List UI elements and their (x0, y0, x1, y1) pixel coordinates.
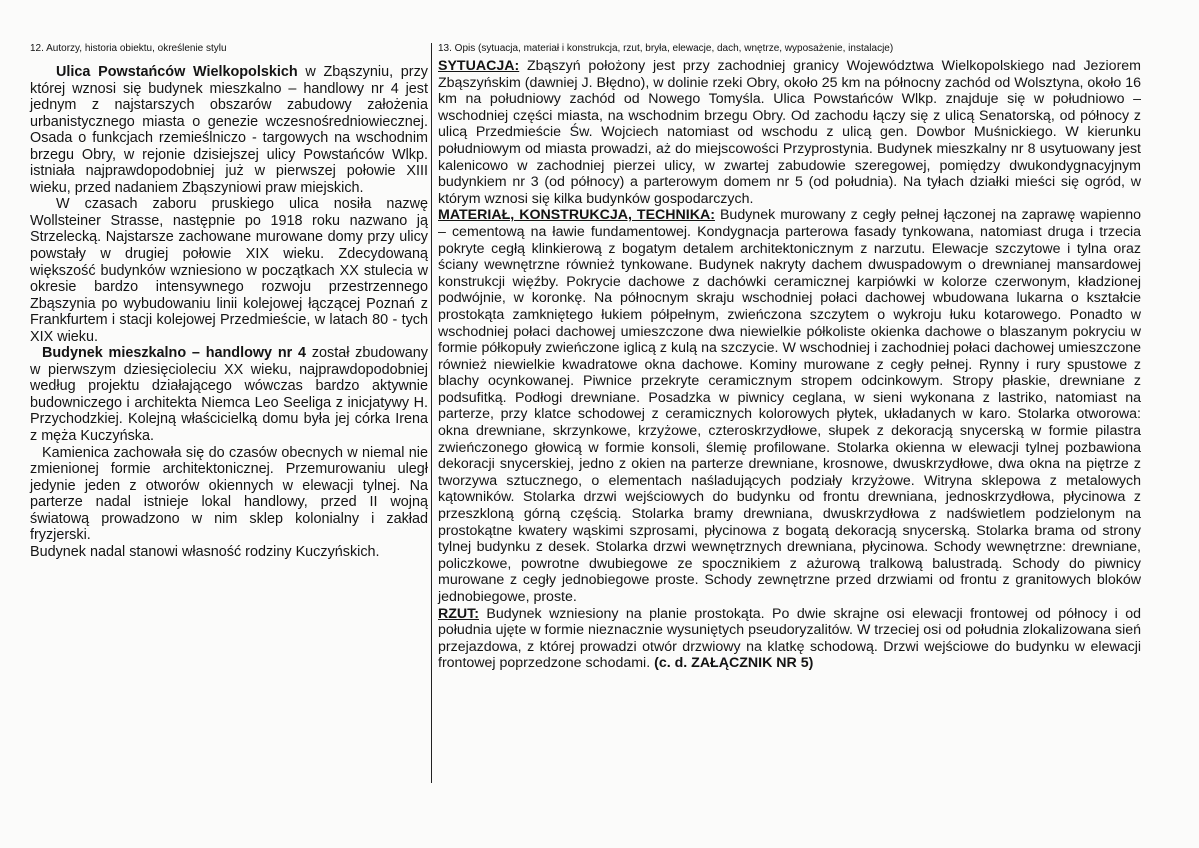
history-paragraph-1 (30, 64, 428, 196)
history-paragraph-4: Kamienica zachowała się do czasów obecnych w niemal nie zmienionej formie architektonicznej. Przemurowaniu uległ jedynie jeden z otworów okiennych w elewacji tylnej. Na parterze nadal istnieje lokal handlowy, przed II wojną światową prowadzono w nim sklep kolonialny i zakład fryzjerski. (30, 444, 428, 544)
description-column (438, 43, 1141, 672)
street-name: Ulica Powstańców Wielkopolskich (56, 64, 298, 80)
building-name: Budynek mieszkalno – handlowy nr 4 (42, 345, 307, 362)
history-paragraph-3-text: został zbudowany w pierwszym dziesięcioleciu XX wieku, najprawdopodobniej według projektu działającego wówczas bardzo aktywnie budowniczego i architekta Niemca Leo Seeliga z inicjatywy H. Przychodzkiej. Kolejną właścicielką domu była jej córka Irena z męża Kuczyńska. (30, 345, 428, 445)
column-divider (431, 43, 432, 783)
attachment-reference: (c. d. ZAŁĄCZNIK NR 5) (650, 655, 814, 672)
section-plan-label: RZUT: (438, 605, 479, 622)
history-paragraph-2: W czasach zaboru pruskiego ulica nosiła nazwę Wollsteiner Strasse, następnie po 1918 roku nazwano ją Strzelecką. Najstarsze zachowane murowane domy przy ulicy powstały w drugiej połowie XIX wieku. Zdecydowaną większość budynków wzniesiono w początkach XX stulecia w okresie bardzo intensywnego rozwoju przestrzennego Zbąszynia po wybudowaniu linii kolejowej łączącej Poznań z Frankfurtem i stacji kolejowej Przedmieście, w latach 80 - tych XIX wieku. (30, 196, 428, 345)
history-paragraph-5: Budynek nadal stanowi własność rodziny Kuczyńskich. (30, 543, 380, 560)
section-material-text: Budynek murowany z cegły pełnej łączonej na zaprawę wapienno – cementową na ławie fundamentowej. Kondygnacja parterowa fasady tynkowana, natomiast druga i trzecia pokryte cegłą klinkierową z bogatym detalem architektonicznym z narzutu. Elewacje szczytowe i tylna oraz ściany wewnętrzne również tynkowane. Budynek nakryty dachem dwuspadowym o drewnianej mansardowej konstrukcji więźby. Pokrycie dachowe z dachówki ceramicznej karpiówki w kolorze czerwonym, kładzionej podwójnie, w koronkę. Na północnym skraju wschodniej połaci dachowej wbudowana lukarna o kształcie prostokąta zamkniętego łukiem półpełnym, zwieńczona szczytem o wykroju łuku kotarowego. Ponadto w wschodniej połaci dachowej umieszczone dwa niewielkie półkoliste okienka dachowe o blaszanym pokryciu w formie półkopuły zwieńczone iglicą z kulą na szczycie. W wschodniej i zachodniej połaci dachowej umieszczone również niewielkie kwadratowe okna dachowe. Kominy murowane z cegły pełnej. Rynny i rury spustowe z blachy ocynkowanej. Piwnice przekryte ceramicznym stropem odcinkowym. Stropy płaskie, drewniane z podsufitką. Podłogi drewniane. Posadzka w piwnicy ceglana, w sieni wykonana z lastriko, natomiast na parterze, przy klatce schodowej z ceramicznych kolorowych płytek, układanych w karo. Stolarka otworowa: okna drewniane, skrzynkowe, krzyżowe, czteroskrzydłowe, słupek z dekoracją snycerską w formie pilastra zwieńczonego głowicą w formie konsoli, ślemię profilowane. Stolarka okienna w elewacji tylnej pozbawiona dekoracji snycerskiej, jedno z okien na parterze drewniane, krosnowe, dwuskrzydłowe, dwa okna na piętrze z tworzywa sztucznego, o elementach naśladujących podziały krzyżowe. Witryna sklepowa z metalowych kątowników. Stolarka drzwi wejściowych do budynku od frontu drewniana, jednoskrzydłowa, płycinowa z przeszkloną górną częścią. Stolarka bramy drewniana, dwuskrzydłowa z nadświetlem podzielonym na prostokątne kwatery wąskimi szprosami, płycinowa z bogatą dekoracją snycerską. Stolarka brama od strony tylnej budynku z desek. Stolarka drzwi wewnętrznych drewniana, płycinowa. Schody wewnętrzne: drewniane, policzkowe, powrotne dwubiegowe ze spocznikiem z ażurową tralkową balustradą. Schody do piwnicy murowane z cegły jednobiegowe proste. Schody zewnętrzne przed drzwiami od frontu z granitowych bloków jednobiegowe, proste. (438, 207, 1141, 605)
section-material-label: MATERIAŁ, KONSTRUKCJA, TECHNIKA: (438, 207, 715, 224)
section-plan-text: Budynek wzniesiony na planie prostokąta. Po dwie skrajne osi elewacji frontowej od północy i od południa ujęte w formie nieznacznie wysuniętych pseudoryzalitów. W trzeciej osi od południa zlokalizowana sień przejazdowa, z której prowadzi otwór drzwiowy na klatkę schodową. Drzwi wejściowe do budynku w elewacji frontowej poprzedzone schodami. (438, 605, 1141, 672)
history-paragraph-3 (30, 345, 428, 444)
section-situation (438, 58, 1141, 207)
history-column (30, 43, 428, 560)
section-situation-text: Zbąszyń położony jest przy zachodniej granicy Województwa Wielkopolskiego nad Jeziorem Zbąszyńskim (dawniej J. Błędno), w dolinie rzeki Obry, około 25 km na północny zachód od Wolsztyna, około 16 km na południowy zachód od Nowego Tomyśla. Ulica Powstańców Wlkp. znajduje się w południowo – wschodniej części miasta, na wschodnim brzegu Obry. Od zachodu łączy się z ulicą Senatorską, od północy z ulicą Przedmieście Św. Wojciech natomiast od wschodu z ulicą gen. Dowbor Muśnickiego. W kierunku południowym od miasta prowadzi, aż do miejscowości Przyprostynia. Budynek mieszkalny nr 8 usytuowany jest kalenicowo w zachodniej pierzei ulicy, w zwartej zabudowie szeregowej, pomiędzy dwukondygnacyjnym budynkiem nr 3 (od północy) a parterowym domem nr 5 (od południa). Na tyłach działki mieści się ogród, w którym wznosi się kilka budynków gospodarczych. (438, 58, 1141, 207)
section-plan (438, 606, 1141, 672)
section-material (438, 207, 1141, 605)
history-heading: 12. Autorzy, historia obiektu, określenie stylu (30, 43, 227, 54)
section-situation-label: SYTUACJA: (438, 58, 520, 74)
history-paragraph-1-text: w Zbąszyniu, przy której wznosi się budynek mieszkalno – handlowy nr 4 jest jednym z najstarszych obszarów zabudowy założenia urbanistycznego miasta o genezie wczesnośredniowiecznej. Osada o funkcjach rzemieślniczo - targowych na wschodnim brzegu Obry, w rejonie dzisiejszej ulicy Powstańców Wlkp. istniała najprawdopodobniej już w pierwszej połowie XIII wieku, przed nadaniem Zbąszyniowi praw miejskich. (30, 64, 428, 196)
description-heading: 13. Opis (sytuacja, materiał i konstrukcja, rzut, bryła, elewacje, dach, wnętrze, wyposażenie, instalacje) (438, 43, 894, 54)
